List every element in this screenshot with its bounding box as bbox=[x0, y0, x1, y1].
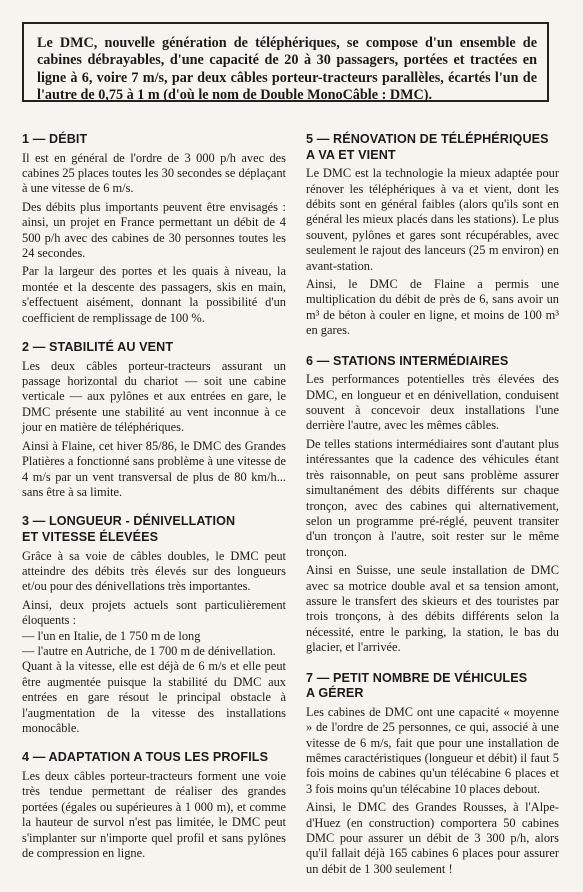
section-title-line: ET VITESSE ÉLEVÉES bbox=[22, 529, 159, 544]
section-renovation bbox=[306, 132, 559, 339]
section-stabilite bbox=[22, 340, 286, 500]
paragraph: Les cabines de DMC ont une capacité « moyenne » de l'ordre de 25 personnes, ce qui, associé à une vitesse de 6 m/s, fait que pour une installation de mêmes caractéristiques (longueur et débit) il faut 5 fois moins de cabines qu'un télécabine 6 places et 3 fois moins qu'un télécabine 10 places debout. bbox=[306, 704, 559, 796]
section-title: 1 — DÉBIT bbox=[22, 132, 88, 146]
section-title: 6 — STATIONS INTERMÉDIAIRES bbox=[306, 353, 509, 368]
paragraph: Par la largeur des portes et les quais à niveau, la montée et la descente des passagers, skis en main, s'effectuent aisément, donnant la possibilité d'un coefficient de remplissage de 100 %. bbox=[22, 264, 286, 325]
paragraph: Grâce à sa voie de câbles doubles, le DMC peut atteindre des débits très élevés sur des longueurs et/ou pour des dénivellations très importantes. bbox=[22, 548, 286, 594]
paragraph: Ainsi, deux projets actuels sont particulièrement éloquents : bbox=[22, 597, 286, 628]
paragraph: Ainsi à Flaine, cet hiver 85/86, le DMC des Grandes Platières a fonctionné sans problème à une vitesse de 4 m/s par un vent transversal de plus de 80 km/h... sans être à sa limite. bbox=[22, 438, 286, 499]
section-debit bbox=[22, 132, 286, 326]
left-column bbox=[22, 132, 286, 875]
section-stations bbox=[306, 354, 559, 656]
section-title-line: A GÉRER bbox=[306, 686, 364, 701]
paragraph: Les deux câbles porteur-tracteurs assurant un passage horizontal du chariot — soit une cabine verticale — aux pylônes et aux entrées en gare, le DMC présente une stabilité au vent inconnue à ce jour en matière de téléphériques. bbox=[22, 358, 286, 435]
paragraph: Quant à la vitesse, elle est déjà de 6 m/s et elle peut être augmentée puisque la stabilité du DMC aux entrées en gare résout le principal obstacle à l'augmentation de la vitesse des installations monocâble. bbox=[22, 659, 286, 735]
paragraph: Ainsi, le DMC des Grandes Rousses, à l'Alpe-d'Huez (en construction) comportera 50 cabines DMC pour assurer un débit de 3 300 p/h, alors qu'il fallait déjà 165 cabines 6 places pour assurer un débit de 1 300 seulement ! bbox=[306, 800, 559, 876]
list-item: — l'autre en Autriche, de 1 700 m de dénivellation. bbox=[22, 643, 276, 658]
paragraph: Le DMC est la technologie la mieux adaptée pour rénover les téléphériques à va et vient, dont les débits sont en général faibles (alors qu'ils sont en général les mieux placés dans les stations). Le plus souvent, pylônes et gares sont récupérables, avec seulement le rajout des lanceurs (25 m environ) en avant-station. bbox=[306, 166, 559, 273]
section-vehicules bbox=[306, 671, 559, 878]
paragraph: De telles stations intermédiaires sont d'autant plus intéressantes que la cadence des véhicules étant très raisonnable, on peut sans problème assurer simultanément des débits différents sur chaque tronçon, avec des cabines qui alternativement, selon un programme pré-réglé, peuvent transiter d'un tronçon à l'autre, soit rester sur le même tronçon. bbox=[306, 436, 559, 559]
paragraph: Il est en général de l'ordre de 3 000 p/h avec des cabines 25 places toutes les 30 secondes se déplaçant à une vitesse de 6 m/s. bbox=[22, 150, 286, 196]
paragraph: Les deux câbles porteur-tracteurs forment une voie très tendue permettant de réaliser des grandes portées (égales ou supérieures à 1 000 m), et comme la hauteur de survol n'est pas limitée, le DMC peut s'implanter sur n'importe quel profil et sans pylônes de compression en ligne. bbox=[22, 768, 286, 860]
section-title-line: 3 — LONGUEUR - DÉNIVELLATION bbox=[22, 514, 236, 529]
right-column bbox=[306, 132, 559, 892]
list-item: — l'un en Italie, de 1 750 m de long bbox=[22, 628, 201, 643]
paragraph: Les performances potentielles très élevées des DMC, en longueur et en dénivellation, conduisent souvent à concevoir deux installations l'une derrière l'autre, avec les mêmes câbles. bbox=[306, 372, 559, 433]
section-title bbox=[306, 671, 559, 702]
paragraph: Des débits plus importants peuvent être envisagés : ainsi, un projet en France permettant un débit de 4 500 p/h avec des cabines de 30 personnes toutes les 24 secondes. bbox=[22, 199, 286, 261]
section-adaptation bbox=[22, 750, 286, 861]
section-title-line: 7 — PETIT NOMBRE DE VÉHICULES bbox=[306, 670, 528, 685]
section-title: 2 — STABILITÉ AU VENT bbox=[22, 340, 174, 355]
section-longueur bbox=[22, 514, 286, 736]
section-title-line: A VA ET VIENT bbox=[306, 147, 396, 162]
section-title: 4 — ADAPTATION A TOUS LES PROFILS bbox=[22, 750, 269, 765]
paragraph: Ainsi, le DMC de Flaine a permis une multiplication du débit de près de 6, sans avoir un m³ de béton à couler en ligne, et moins de 100 m³ en gares. bbox=[306, 277, 559, 338]
paragraph: Ainsi en Suisse, une seule installation de DMC avec sa motrice double aval et sa tension amont, assure le transfert des skieurs et des touristes par trois tronçons, à des débits différents selon la nécessité, entre le parking, la station, le bas du glacier, et l'arrivée. bbox=[306, 563, 559, 655]
intro-text: Le DMC, nouvelle génération de téléphériques, se compose d'un ensemble de cabines débrayables, d'une capacité de 20 à 30 passagers, portées et tractées en ligne à 6, voire 7 m/s, par deux câbles porteur-tracteurs parallèles, écartés l'un de l'autre de 0,75 à 1 m (d'où le nom de Double MonoCâble : DMC). bbox=[37, 35, 537, 104]
section-title bbox=[306, 132, 559, 163]
intro-box bbox=[22, 22, 549, 102]
section-title bbox=[22, 514, 286, 545]
section-title-line: 5 — RÉNOVATION DE TÉLÉPHÉRIQUES bbox=[306, 132, 549, 146]
